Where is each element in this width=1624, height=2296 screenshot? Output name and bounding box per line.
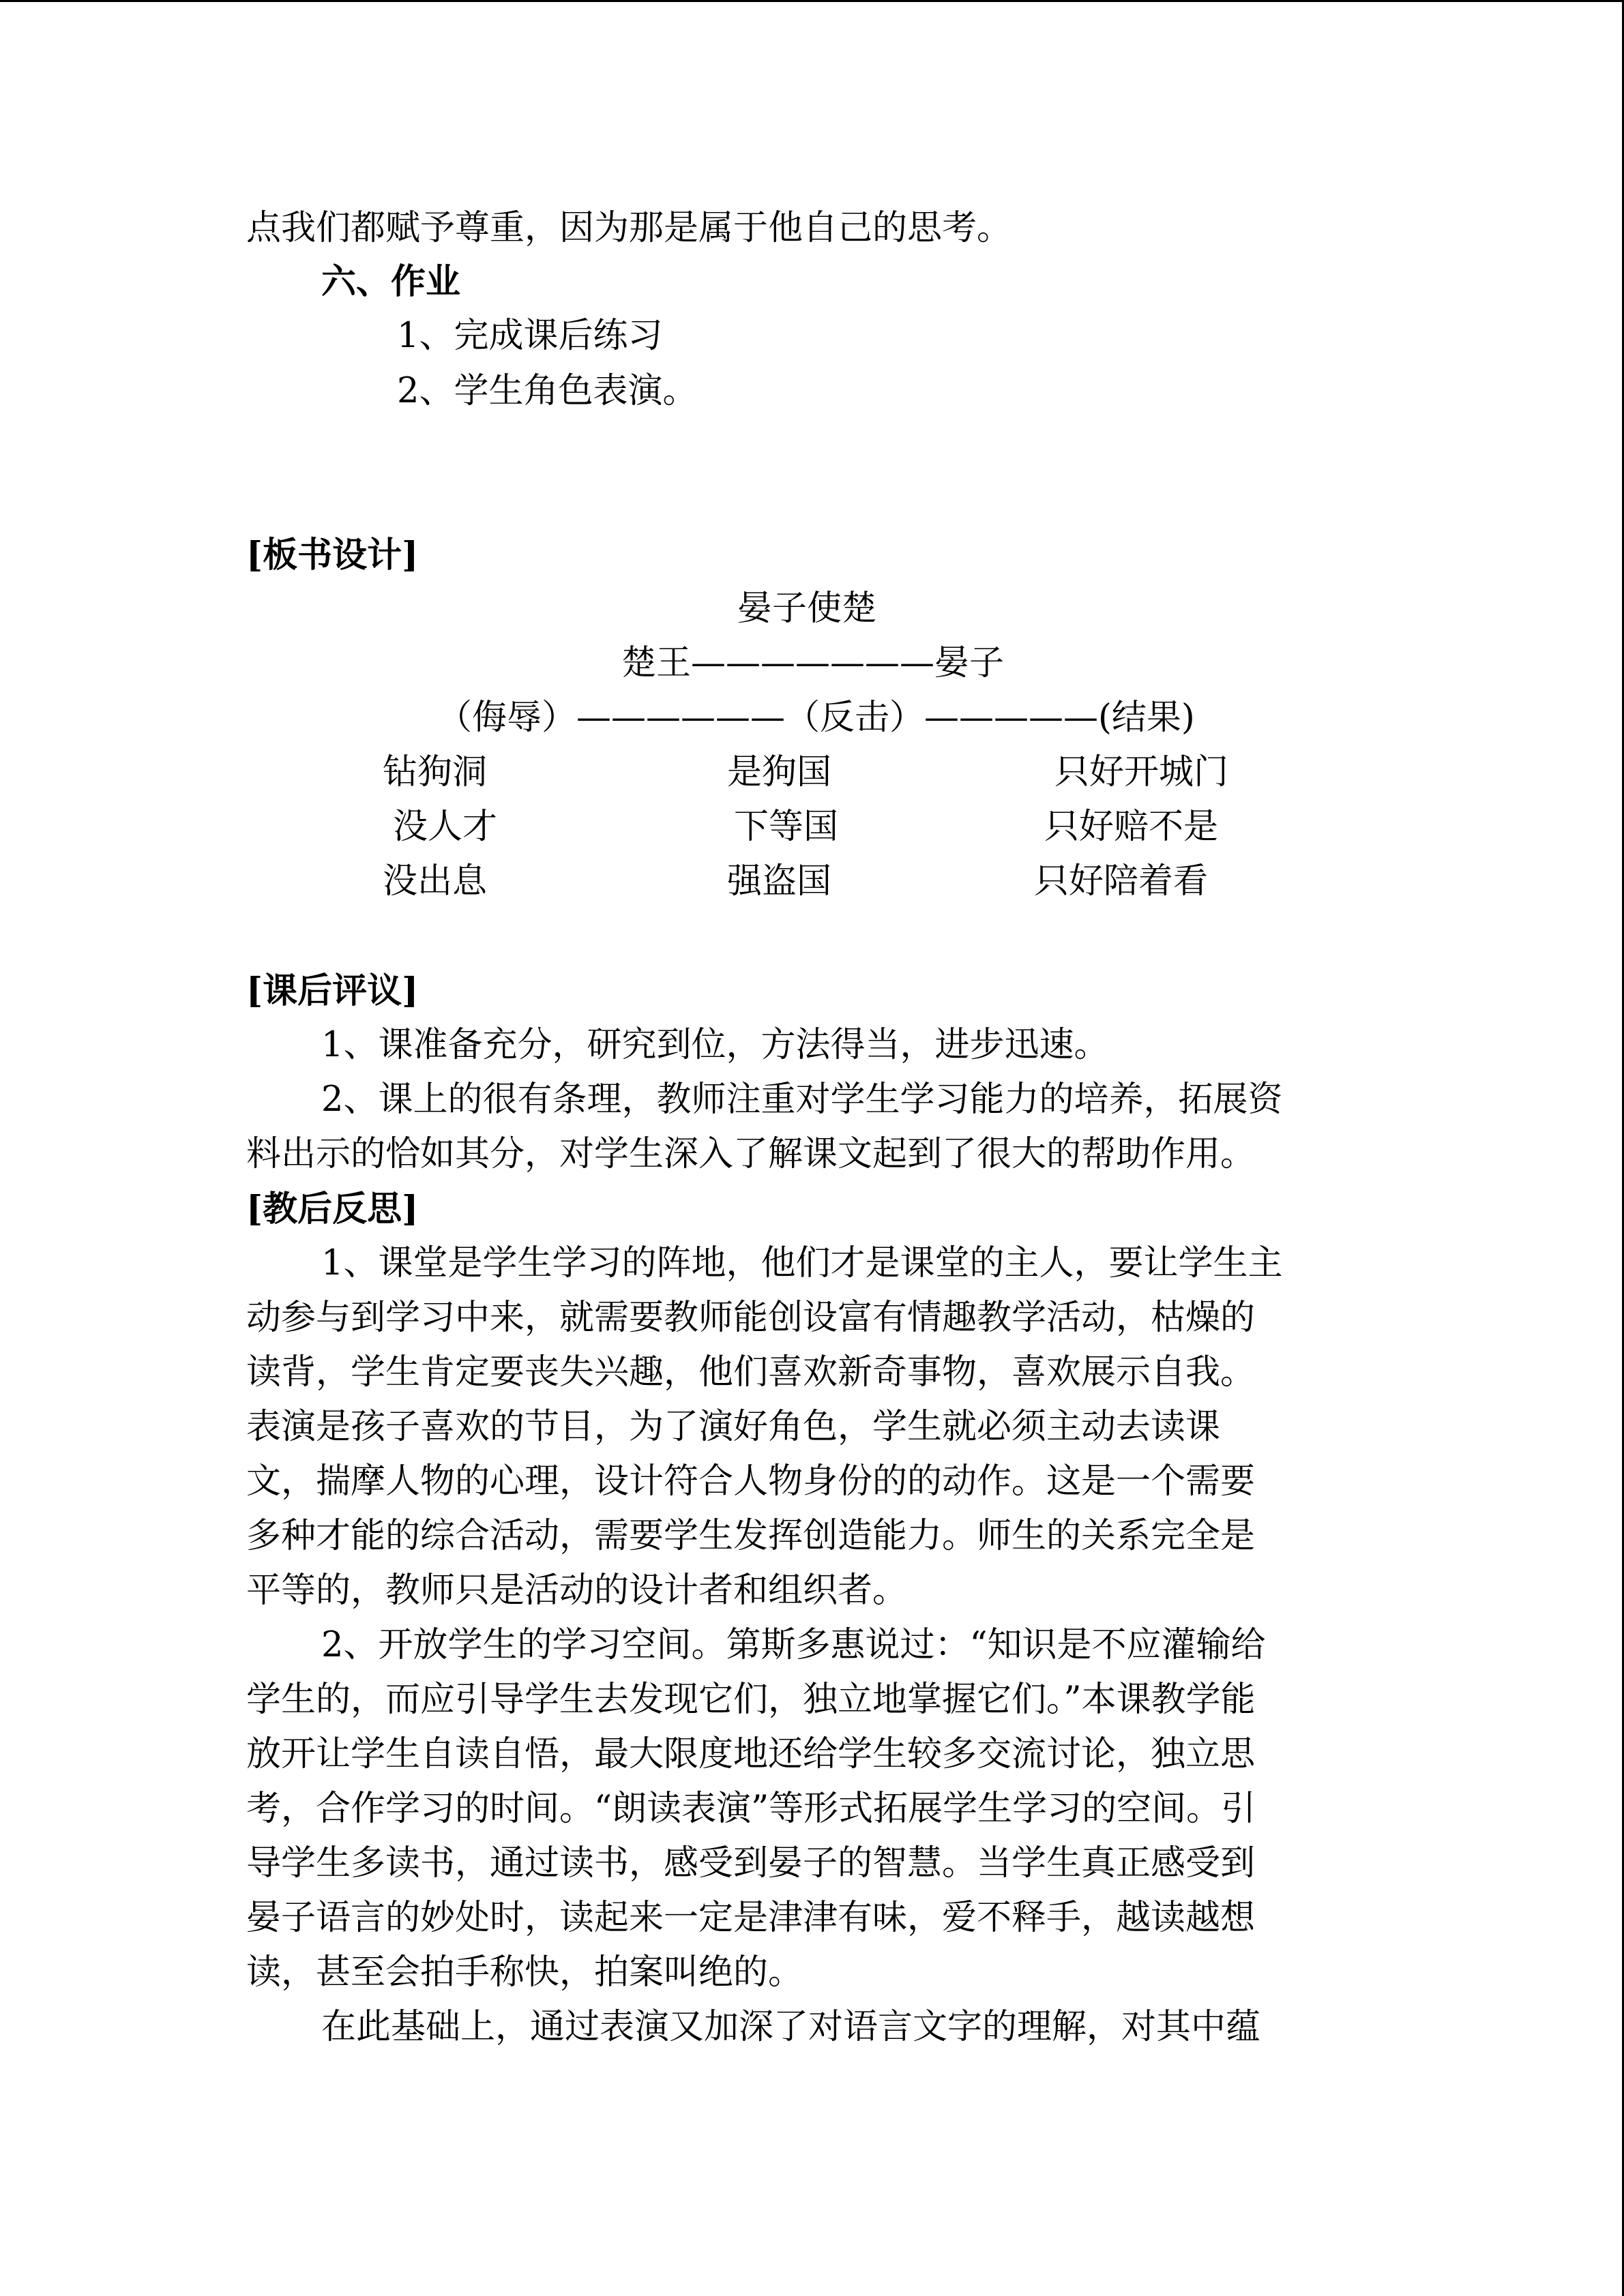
reflection-line: 读，甚至会拍手称快，拍案叫绝的。: [246, 1952, 803, 1993]
board-cell: 是狗国: [727, 752, 832, 792]
reflection-line: 2、开放学生的学习空间。第斯多惠说过：“知识是不应灌输给: [321, 1625, 1266, 1665]
reflection-line: 1、课堂是学生学习的阵地，他们才是课堂的主人，要让学生主: [321, 1243, 1283, 1283]
reflection-line: 放开让学生自读自悟，最大限度地还给学生较多交流讨论，独立思: [246, 1734, 1256, 1774]
homework-item: 1、完成课后练习: [397, 316, 663, 356]
reflection-line: 多种才能的综合活动，需要学生发挥创造能力。师生的关系完全是: [246, 1516, 1256, 1556]
reflection-line: 考，合作学习的时间。“朗读表演”等形式拓展学生学习的空间。引: [246, 1789, 1256, 1829]
reflection-line: 读背，学生肯定要丧失兴趣，他们喜欢新奇事物，喜欢展示自我。: [246, 1352, 1256, 1392]
reflection-line: 在此基础上，通过表演又加深了对语言文字的理解，对其中蕴: [321, 2007, 1261, 2047]
review-line: 1、课准备充分，研究到位，方法得当，进步迅速。: [321, 1025, 1109, 1065]
reflection-heading: [教后反思]: [246, 1189, 419, 1229]
board-cell: 下等国: [734, 807, 839, 847]
board-cell: 钻狗洞: [383, 752, 488, 792]
continuation-line: 点我们都赋予尊重，因为那是属于他自己的思考。: [246, 208, 1012, 248]
board-cell: 只好开城门: [1054, 752, 1229, 792]
reflection-line: 文，揣摩人物的心理，设计符合人物身份的的动作。这是一个需要: [246, 1461, 1256, 1502]
board-subtitle: 楚王———————晏子: [621, 643, 1005, 683]
board-title: 晏子使楚: [737, 588, 877, 629]
board-cell: 没出息: [383, 861, 488, 901]
reflection-line: 晏子语言的妙处时，读起来一定是津津有味，爱不释手，越读越想: [246, 1898, 1256, 1938]
reflection-line: 学生的，而应引导学生去发现它们，独立地掌握它们。”本课教学能: [246, 1680, 1256, 1720]
homework-heading: 六、作业: [321, 261, 461, 302]
reflection-line: 表演是孩子喜欢的节目，为了演好角色，学生就必须主动去读课: [246, 1407, 1221, 1447]
reflection-line: 平等的，教师只是活动的设计者和组织者。: [246, 1570, 908, 1611]
board-heading: [板书设计]: [246, 535, 419, 576]
board-cell: 只好赔不是: [1044, 807, 1219, 847]
board-cell: 只好陪着看: [1034, 861, 1209, 901]
review-heading: [课后评议]: [246, 970, 419, 1011]
reflection-line: 动参与到学习中来，就需要教师能创设富有情趣教学活动，枯燥的: [246, 1298, 1256, 1338]
reflection-line: 导学生多读书，通过读书，感受到晏子的智慧。当学生真正感受到: [246, 1843, 1256, 1883]
review-line: 料出示的恰如其分，对学生深入了解课文起到了很大的帮助作用。: [246, 1134, 1256, 1174]
page-border-top: [0, 0, 1624, 2]
review-line: 2、课上的很有条理，教师注重对学生学习能力的培养，拓展资: [321, 1079, 1283, 1120]
board-cell: 没人才: [393, 807, 498, 847]
homework-item: 2、学生角色表演。: [397, 371, 698, 411]
board-cell: 强盗国: [727, 861, 832, 901]
board-header-row: （侮辱）——————（反击）—————(结果): [437, 698, 1195, 738]
